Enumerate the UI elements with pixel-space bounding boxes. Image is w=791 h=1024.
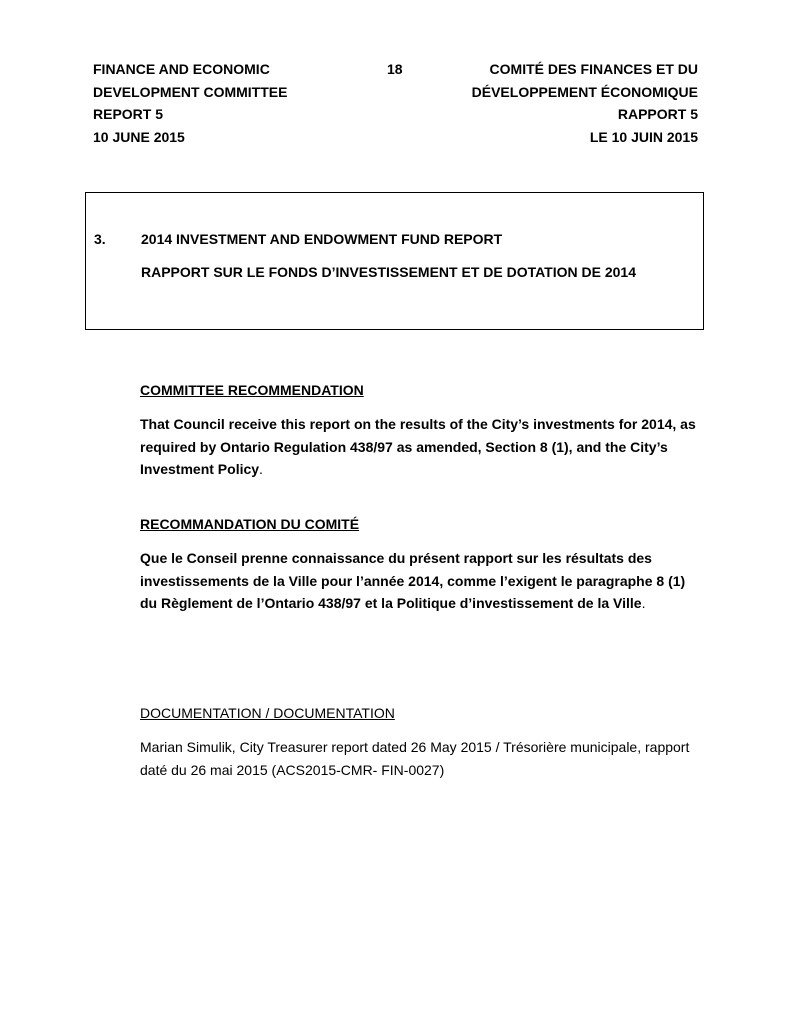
committee-recommendation-text xyxy=(140,413,700,481)
item-title-en: 2014 INVESTMENT AND ENDOWMENT FUND REPORT xyxy=(141,231,503,247)
committee-recommendation-period: . xyxy=(259,461,263,477)
committee-recommendation-heading: COMMITTEE RECOMMENDATION xyxy=(140,382,364,398)
header-right-line-2: DÉVELOPPEMENT ÉCONOMIQUE xyxy=(471,83,698,100)
item-number: 3. xyxy=(94,231,106,247)
recommandation-comite-body: Que le Conseil prenne connaissance du présent rapport sur les résultats des investissements de la Ville pour l’année 2014, comme l’exigent le paragraphe 8 (1) du Règlement de l’Ontario 438/97 et la Politique d’investissement de la Ville xyxy=(140,550,686,611)
header-committee-fr xyxy=(430,58,698,148)
recommandation-comite-heading: RECOMMANDATION DU COMITÉ xyxy=(140,516,360,532)
item-title-fr: RAPPORT SUR LE FONDS D’INVESTISSEMENT ET DE DOTATION DE 2014 xyxy=(141,264,636,280)
documentation-body: Marian Simulik, City Treasurer report dated 26 May 2015 / Trésorière municipale, rapport daté du 26 mai 2015 (ACS2015-CMR- FIN-0027) xyxy=(140,739,690,778)
header-right-line-3: RAPPORT 5 xyxy=(617,106,698,122)
header-left-line-3: REPORT 5 xyxy=(93,106,164,122)
header-right-line-4: LE 10 JUIN 2015 xyxy=(589,128,698,145)
documentation-heading: DOCUMENTATION / DOCUMENTATION xyxy=(140,705,395,721)
header-left-line-1: FINANCE AND ECONOMIC xyxy=(93,61,270,77)
item-title-box xyxy=(85,192,704,330)
committee-recommendation-body: That Council receive this report on the results of the City’s investments for 2014, as required by Ontario Regulation 438/97 as amended, Section 8 (1), and the City’s Investment Policy xyxy=(140,416,696,477)
recommandation-comite-text xyxy=(140,547,700,615)
header-left-line-4: 10 JUNE 2015 xyxy=(93,128,185,145)
header-committee-en xyxy=(93,58,287,148)
header-right-line-1: COMITÉ DES FINANCES ET DU xyxy=(489,61,698,77)
recommandation-comite-period: . xyxy=(641,595,646,611)
header-left-line-2: DEVELOPMENT COMMITTEE xyxy=(93,83,288,100)
page-number: 18 xyxy=(387,61,403,77)
